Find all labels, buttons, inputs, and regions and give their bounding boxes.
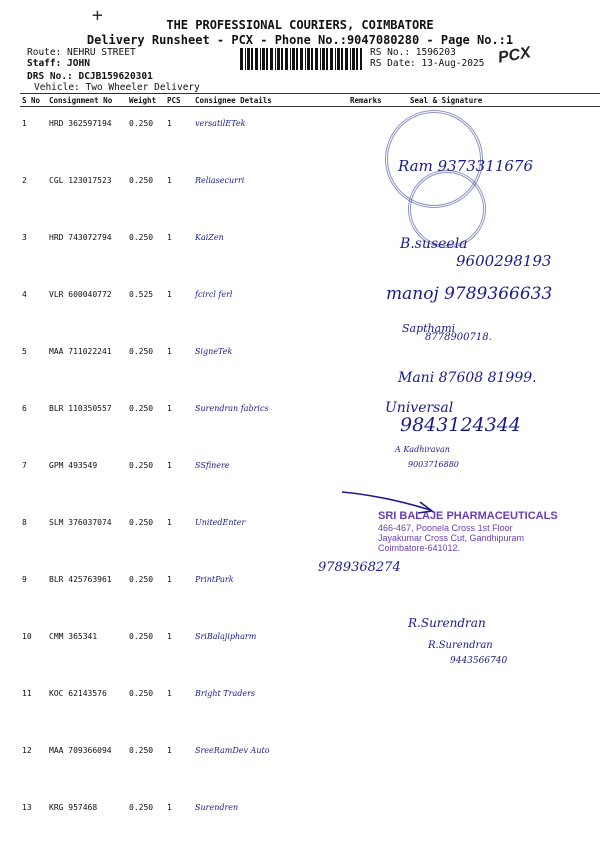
- cell-pcs: 1: [167, 290, 172, 299]
- cell-seal-signature: [408, 563, 600, 620]
- col-pcs: PCS: [165, 94, 193, 107]
- cell-weight: 0.250: [129, 461, 154, 470]
- table-row: [20, 677, 600, 734]
- cell-pcs: 1: [167, 176, 172, 185]
- cell-pcs: 1: [167, 119, 172, 128]
- runsheet-subtitle: Delivery Runsheet - PCX - Phone No.:9047080280 - Page No.:1: [86, 33, 514, 47]
- cell-pcs: 1: [167, 347, 172, 356]
- barcode-bar: [352, 48, 355, 70]
- cell-consignment: SLM 376037074: [49, 518, 112, 527]
- cell-remarks: [348, 620, 408, 677]
- barcode-bar: [307, 48, 310, 70]
- cell-sno: 4: [22, 290, 27, 299]
- cell-consignment: CMM 365341: [49, 632, 98, 641]
- barcode-bar: [255, 48, 258, 70]
- cell-consignee-handwritten: SSfinere: [195, 461, 230, 470]
- handwritten-plus-mark: +: [92, 5, 103, 26]
- table-row: [20, 449, 600, 506]
- barcode-bar: [281, 48, 283, 70]
- cell-weight: 0.250: [129, 119, 154, 128]
- signature-row-4-phone: 9600298193: [456, 252, 552, 270]
- cell-consignment: MAA 711022241: [49, 347, 112, 356]
- barcode-bar: [290, 48, 291, 70]
- barcode-bar: [326, 48, 328, 70]
- signature-row-5: manoj 9789366633: [386, 284, 553, 304]
- cell-sno: 6: [22, 404, 27, 413]
- table-row: [20, 734, 600, 791]
- cell-pcs: 1: [167, 689, 172, 698]
- cell-weight: 0.250: [129, 233, 154, 242]
- table-row: [20, 620, 600, 677]
- pharmacy-stamp-address-2: Jayakumar Cross Cut, Gandhipuram: [378, 532, 525, 543]
- cell-sno: 12: [22, 746, 32, 755]
- barcode-bar: [350, 48, 351, 70]
- cell-pcs: 1: [167, 746, 172, 755]
- cell-weight: 0.250: [129, 746, 154, 755]
- cell-sno: 3: [22, 233, 27, 242]
- cell-consignment: HRD 362597194: [49, 119, 112, 128]
- barcode-bar: [240, 48, 243, 70]
- cell-pcs: 1: [167, 575, 172, 584]
- cell-consignee-handwritten: Bright Traders: [195, 689, 256, 698]
- signature-row-13-a: R.Surendran: [408, 616, 486, 630]
- barcode-bar: [360, 48, 362, 70]
- cell-consignee-handwritten: Surendran fabrics: [195, 404, 269, 413]
- cell-pcs: 1: [167, 233, 172, 242]
- barcode-bar: [270, 48, 273, 70]
- cell-remarks: [348, 677, 408, 734]
- barcode: [240, 48, 362, 70]
- barcode-bar: [245, 48, 246, 70]
- pharmacy-stamp-address-3: Coimbatore-641012.: [378, 543, 461, 554]
- drs-number: DRS No.: DCJB159620301: [27, 71, 153, 82]
- cell-weight: 0.250: [129, 575, 154, 584]
- col-remarks: Remarks: [348, 94, 408, 107]
- cell-seal-signature: [408, 734, 600, 791]
- cell-sno: 9: [22, 575, 27, 584]
- barcode-bar: [341, 48, 343, 70]
- cell-weight: 0.250: [129, 689, 154, 698]
- cell-consignment: BLR 425763961: [49, 575, 112, 584]
- arrow-mark: [340, 480, 440, 520]
- cell-consignment: BLR 110350557: [49, 404, 112, 413]
- cell-sno: 7: [22, 461, 27, 470]
- barcode-bar: [356, 48, 358, 70]
- cell-sno: 8: [22, 518, 27, 527]
- cell-sno: 1: [22, 119, 27, 128]
- vehicle-label: Vehicle: Two Wheeler Delivery: [34, 82, 200, 93]
- cell-consignee-handwritten: SriBalajipharm: [195, 632, 257, 641]
- signature-row-2: Ram 9373311676: [398, 157, 534, 175]
- barcode-bar: [335, 48, 336, 70]
- barcode-bar: [266, 48, 268, 70]
- col-consignee: Consignee Details: [193, 94, 348, 107]
- cell-sno: 2: [22, 176, 27, 185]
- rs-date: RS Date: 13-Aug-2025: [370, 58, 485, 69]
- col-seal-signature: Seal & Signature: [408, 94, 600, 107]
- cell-pcs: 1: [167, 404, 172, 413]
- signature-row-6-phone: 8778900718.: [425, 332, 492, 343]
- signature-row-8-phone: 9843124344: [400, 414, 521, 436]
- cell-pcs: 1: [167, 632, 172, 641]
- rs-number: RS No.: 1596203: [370, 47, 456, 58]
- barcode-bar: [345, 48, 348, 70]
- cell-consignment: KOC 62143576: [49, 689, 107, 698]
- barcode-bar: [315, 48, 318, 70]
- cell-consignee-handwritten: versatilETek: [195, 119, 246, 128]
- cell-weight: 0.250: [129, 803, 154, 812]
- cell-consignee-handwritten: SigneTek: [195, 347, 233, 356]
- route-label: Route: NEHRU STREET: [27, 47, 136, 58]
- cell-pcs: 1: [167, 803, 172, 812]
- pcx-logo: PCX: [496, 44, 533, 67]
- barcode-bar: [277, 48, 280, 70]
- cell-sno: 10: [22, 632, 32, 641]
- barcode-bar: [262, 48, 265, 70]
- cell-pcs: 1: [167, 518, 172, 527]
- cell-consignee-handwritten: PrintPark: [195, 575, 234, 584]
- cell-consignment: CGL 123017523: [49, 176, 112, 185]
- runsheet-table: [20, 93, 600, 848]
- col-consignment: Consignment No: [47, 94, 127, 107]
- signature-row-13-b: R.Surendran: [428, 640, 493, 651]
- cell-consignment: MAA 709366094: [49, 746, 112, 755]
- signature-row-7: Mani 87608 81999.: [398, 370, 537, 386]
- barcode-bar: [320, 48, 321, 70]
- barcode-bar: [296, 48, 298, 70]
- barcode-bar: [275, 48, 276, 70]
- signature-row-12: 9789368274: [318, 560, 401, 575]
- barcode-bar: [292, 48, 295, 70]
- cell-consignee-handwritten: Surendren: [195, 803, 239, 812]
- cell-consignment: KRG 957468: [49, 803, 98, 812]
- barcode-bar: [251, 48, 253, 70]
- barcode-bar: [311, 48, 313, 70]
- barcode-bar: [285, 48, 288, 70]
- table-header-row: [20, 94, 600, 107]
- cell-consignment: HRD 743072794: [49, 233, 112, 242]
- barcode-bar: [305, 48, 306, 70]
- col-weight: Weight: [127, 94, 165, 107]
- cell-seal-signature: [408, 677, 600, 734]
- cell-weight: 0.250: [129, 632, 154, 641]
- barcode-bar: [322, 48, 325, 70]
- cell-consignee-handwritten: fcircl ferl: [195, 290, 233, 299]
- barcode-bar: [247, 48, 250, 70]
- cell-remarks: [348, 221, 408, 278]
- barcode-bar: [337, 48, 340, 70]
- company-title: THE PROFESSIONAL COURIERS, COIMBATORE: [166, 18, 434, 32]
- signature-row-9-name: A Kadhiravan: [395, 445, 450, 454]
- pharmacy-stamp-name: SRI BALAJE PHARMACEUTICALS: [378, 510, 558, 522]
- cell-consignee-handwritten: Reliasecurri: [195, 176, 245, 185]
- cell-consignee-handwritten: SreeRamDev Auto: [195, 746, 270, 755]
- signature-row-9-phone: 9003716880: [408, 460, 459, 469]
- table-row: [20, 107, 600, 165]
- signature-row-4-name: B.suseela: [400, 236, 468, 252]
- table-row: [20, 563, 600, 620]
- cell-consignee-handwritten: KaiZen: [195, 233, 224, 242]
- staff-label: Staff: JOHN: [27, 58, 90, 69]
- cell-weight: 0.250: [129, 176, 154, 185]
- barcode-bar: [260, 48, 261, 70]
- barcode-bar: [300, 48, 303, 70]
- cell-remarks: [348, 734, 408, 791]
- cell-weight: 0.250: [129, 518, 154, 527]
- cell-weight: 0.525: [129, 290, 154, 299]
- signature-row-8-name: Universal: [385, 400, 454, 416]
- cell-sno: 13: [22, 803, 32, 812]
- cell-consignment: GPM 493549: [49, 461, 98, 470]
- pharmacy-stamp-address-1: 466-467, Poonela Cross 1st Floor: [378, 522, 513, 533]
- signature-row-13-phone: 9443566740: [450, 656, 508, 666]
- cell-pcs: 1: [167, 461, 172, 470]
- cell-sno: 11: [22, 689, 32, 698]
- col-sno: S No: [20, 94, 47, 107]
- barcode-bar: [330, 48, 333, 70]
- cell-weight: 0.250: [129, 404, 154, 413]
- cell-consignment: VLR 600040772: [49, 290, 112, 299]
- cell-weight: 0.250: [129, 347, 154, 356]
- cell-sno: 5: [22, 347, 27, 356]
- signature-row-6-name: Sapthami: [402, 322, 456, 335]
- cell-consignee-handwritten: UnitedEnter: [195, 518, 246, 527]
